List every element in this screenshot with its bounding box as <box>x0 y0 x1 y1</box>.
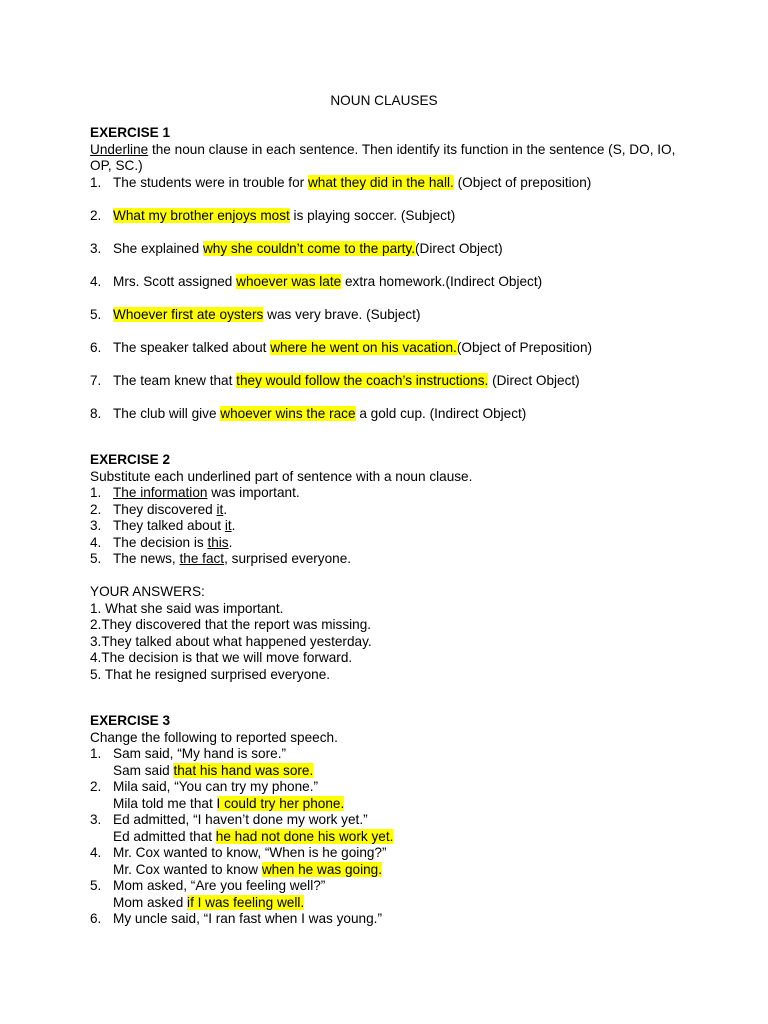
function-label: (Direct Object) <box>488 372 580 388</box>
exercise-3-heading: EXERCISE 3 <box>90 713 171 728</box>
noun-clause-highlight: whoever was late <box>236 273 342 289</box>
direct-speech: Mr. Cox wanted to know, “When is he going?” <box>113 845 387 860</box>
reported-speech-text: Sam said <box>113 762 174 778</box>
exercise-3-answer <box>90 862 690 879</box>
exercise-1 <box>90 125 690 439</box>
page-title: NOUN CLAUSES <box>330 93 438 108</box>
reported-clause-highlight: when he was going. <box>261 861 383 877</box>
item-number: 3. <box>90 812 102 827</box>
sentence-text: , surprised everyone. <box>224 551 352 566</box>
noun-clause-highlight: whoever wins the race <box>220 405 356 421</box>
function-label: (Object of preposition) <box>453 174 592 190</box>
reported-clause-highlight: that his hand was sore. <box>173 762 314 778</box>
sentence-text: The team knew that <box>113 372 237 388</box>
sentence-text: The decision is <box>113 534 208 550</box>
item-number: 5. <box>90 878 102 893</box>
function-label: (Direct Object) <box>415 240 503 256</box>
function-label: was very brave. (Subject) <box>263 306 421 322</box>
reported-speech-text: Mila told me that <box>113 795 217 811</box>
direct-speech: Mila said, “You can try my phone.” <box>113 779 319 794</box>
item-number: 1. <box>90 485 102 500</box>
exercise-2-item <box>90 485 690 502</box>
answer-line: 3.They talked about what happened yesterday. <box>90 633 372 649</box>
item-number: 5. <box>90 306 102 322</box>
exercise-1-item <box>90 340 690 357</box>
exercise-3-question <box>90 845 690 862</box>
exercise-2-item <box>90 535 690 552</box>
function-label: extra homework.(Indirect Object) <box>341 273 543 289</box>
noun-clause-highlight: where he went on his vacation. <box>270 339 457 355</box>
noun-clause-highlight: Whoever first ate oysters <box>113 306 264 322</box>
exercise-3 <box>90 713 690 928</box>
sentence-text: They talked about <box>113 518 225 533</box>
item-number: 2. <box>90 207 102 223</box>
exercise-3-question <box>90 812 690 829</box>
sentence-text: . <box>223 501 228 517</box>
item-number: 4. <box>90 273 102 289</box>
answers-heading: YOUR ANSWERS: <box>90 584 205 599</box>
underlined-part: it <box>216 501 224 517</box>
exercise-2-item <box>90 518 690 535</box>
exercise-1-item <box>90 406 690 423</box>
exercise-3-question <box>90 878 690 895</box>
direct-speech: My uncle said, “I ran fast when I was young.” <box>113 911 382 926</box>
item-number: 4. <box>90 534 102 550</box>
answer-line: 5. That he resigned surprised everyone. <box>90 666 331 682</box>
exercise-2 <box>90 452 690 683</box>
instruction-text: the noun clause in each sentence. Then identify its function in the sentence (S, DO, IO, OP, SC.) <box>90 141 676 173</box>
underlined-part: this <box>207 534 229 550</box>
noun-clause-highlight: what they did in the hall. <box>307 174 454 190</box>
function-label: is playing soccer. (Subject) <box>289 207 456 223</box>
exercise-1-item <box>90 373 690 390</box>
sentence-text: Mrs. Scott assigned <box>113 273 237 289</box>
sentence-text: They discovered <box>113 501 217 517</box>
item-number: 3. <box>90 518 102 533</box>
item-number: 5. <box>90 551 102 566</box>
noun-clause-highlight: they would follow the coach’s instructions. <box>236 372 489 388</box>
item-number: 8. <box>90 405 102 421</box>
exercise-3-answer <box>90 796 690 813</box>
item-number: 2. <box>90 501 102 517</box>
item-number: 7. <box>90 372 102 388</box>
reported-speech-text: Ed admitted that <box>113 828 216 844</box>
reported-clause-highlight: he had not done his work yet. <box>215 828 394 844</box>
exercise-1-item <box>90 307 690 324</box>
underlined-part: the fact <box>179 551 225 566</box>
item-number: 1. <box>90 174 102 190</box>
underlined-part: The information <box>113 485 208 500</box>
sentence-text: She explained <box>113 240 203 256</box>
sentence-text: . <box>228 534 233 550</box>
exercise-2-item <box>90 551 690 568</box>
exercise-3-question <box>90 911 690 928</box>
reported-clause-highlight: if I was feeling well. <box>187 894 305 910</box>
sentence-text: . <box>231 518 236 533</box>
answer-line: 1. What she said was important. <box>90 600 284 616</box>
sentence-text: The club will give <box>113 405 221 421</box>
reported-clause-highlight: I could try her phone. <box>216 795 345 811</box>
underlined-part: it <box>224 518 232 533</box>
function-label: (Object of Preposition) <box>456 339 593 355</box>
reported-speech-text: Mom asked <box>113 894 188 910</box>
instruction-underline-word: Underline <box>90 141 149 157</box>
exercise-1-heading: EXERCISE 1 <box>90 125 171 140</box>
item-number: 1. <box>90 746 102 761</box>
exercise-1-item <box>90 274 690 291</box>
exercise-3-question <box>90 746 690 763</box>
exercise-3-question <box>90 779 690 796</box>
exercise-3-answer <box>90 895 690 912</box>
item-number: 2. <box>90 779 102 794</box>
noun-clause-highlight: why she couldn’t come to the party. <box>202 240 416 256</box>
exercise-1-item <box>90 175 690 192</box>
exercise-1-item <box>90 208 690 225</box>
exercise-2-heading: EXERCISE 2 <box>90 452 171 467</box>
sentence-text: The speaker talked about <box>113 339 271 355</box>
direct-speech: Sam said, “My hand is sore.” <box>113 746 287 761</box>
item-number: 6. <box>90 911 102 926</box>
exercise-3-answer <box>90 829 690 846</box>
sentence-text: The news, <box>113 551 180 566</box>
direct-speech: Mom asked, “Are you feeling well?” <box>113 878 326 893</box>
answer-line: 4.The decision is that we will move forward. <box>90 650 353 665</box>
noun-clause-highlight: What my brother enjoys most <box>113 207 290 223</box>
sentence-text: was important. <box>207 485 300 500</box>
sentence-text: The students were in trouble for <box>113 174 308 190</box>
answer-line: 2.They discovered that the report was missing. <box>90 617 372 632</box>
function-label: a gold cup. (Indirect Object) <box>355 405 527 421</box>
reported-speech-text: Mr. Cox wanted to know <box>113 861 262 877</box>
exercise-3-answer <box>90 763 690 780</box>
exercise-1-instructions <box>90 142 690 175</box>
exercise-2-instructions: Substitute each underlined part of sentence with a noun clause. <box>90 468 473 484</box>
exercise-3-instructions: Change the following to reported speech. <box>90 729 338 745</box>
item-number: 4. <box>90 845 102 860</box>
exercise-1-item <box>90 241 690 258</box>
item-number: 3. <box>90 240 102 256</box>
exercise-1-list <box>90 175 690 423</box>
item-number: 6. <box>90 339 102 355</box>
direct-speech: Ed admitted, “I haven’t done my work yet.” <box>113 812 368 827</box>
exercise-2-item <box>90 502 690 519</box>
